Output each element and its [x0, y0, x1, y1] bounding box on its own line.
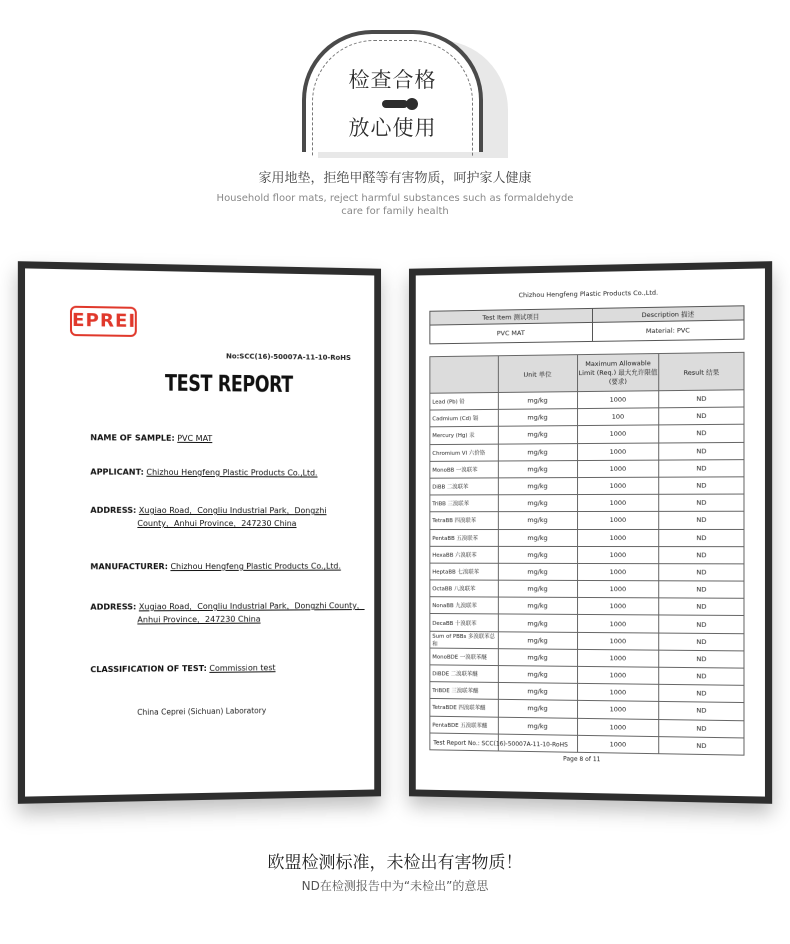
field-manufacturer	[90, 560, 341, 574]
table-row	[430, 546, 744, 564]
field-value: Xugiao Road，Congliu Industrial Park，Dongzhi	[138, 505, 327, 516]
table-row	[430, 512, 744, 529]
certification-badge	[302, 30, 483, 152]
table-row	[430, 494, 744, 512]
result-header: Result 结果	[659, 352, 744, 390]
row-name: NonaBB 九溴联苯	[430, 597, 498, 614]
row-limit: 1000	[577, 581, 659, 599]
test-item-value: PVC MAT	[430, 322, 593, 343]
subtitle-chinese: 家用地垫，拒绝甲醛等有害物质，呵护家人健康	[258, 171, 532, 186]
row-limit: 100	[577, 408, 659, 426]
row-unit: mg/kg	[498, 460, 577, 478]
table-row	[430, 442, 744, 461]
field-value: Xugiao Road，Congliu Industrial Park，Dongzhi County，	[138, 601, 365, 612]
field-classification	[90, 661, 275, 676]
row-unit: mg/kg	[498, 580, 577, 597]
test-results-frame	[409, 261, 772, 804]
test-item-header: Test Item 测试项目	[430, 308, 593, 325]
row-result: ND	[659, 529, 744, 546]
field-address	[90, 504, 326, 530]
row-name: DiBB 二溴联苯	[430, 478, 498, 495]
field-value: Chizhou Hengfeng Plastic Products Co.,Ltd.	[170, 561, 341, 572]
row-unit: mg/kg	[498, 666, 577, 684]
table-row	[430, 425, 744, 445]
row-unit: mg/kg	[498, 495, 577, 512]
row-limit: 1000	[577, 443, 659, 461]
row-limit: 1000	[577, 718, 659, 736]
report-title: TEST REPORT	[164, 371, 293, 398]
field-label: ADDRESS:	[90, 505, 137, 515]
row-limit: 1000	[577, 529, 659, 546]
row-unit: mg/kg	[498, 443, 577, 461]
name-header	[430, 356, 498, 393]
row-unit: mg/kg	[498, 409, 577, 427]
row-unit: mg/kg	[498, 512, 577, 529]
row-unit: mg/kg	[498, 546, 577, 563]
row-limit: 1000	[577, 598, 659, 616]
row-result: ND	[659, 598, 744, 616]
table-row	[430, 529, 744, 546]
row-name: Sum of PBBs 多溴联苯总和	[430, 631, 498, 649]
row-limit: 1000	[577, 701, 659, 719]
row-unit: mg/kg	[498, 392, 577, 410]
subtitle-english-line-1: Household floor mats, reject harmful substances such as formaldehyde	[216, 193, 574, 204]
sample-info-table	[429, 305, 744, 344]
row-name: Cadmium (Cd) 镉	[430, 410, 498, 428]
badge-divider-dot	[406, 98, 418, 110]
row-result: ND	[659, 512, 744, 529]
row-limit: 1000	[577, 425, 659, 443]
row-name: TriBDE 三溴联苯醚	[430, 682, 498, 700]
company-header: Chizhou Hengfeng Plastic Products Co.,Ltd.	[518, 288, 659, 300]
row-limit: 1000	[577, 632, 659, 650]
table-row	[430, 459, 744, 478]
row-result: ND	[659, 459, 744, 477]
row-result: ND	[659, 667, 744, 685]
table-row	[430, 477, 744, 495]
row-result: ND	[659, 390, 744, 408]
row-name: DiBDE 二溴联苯醚	[430, 665, 498, 683]
row-limit: 1000	[577, 615, 659, 633]
row-limit: 1000	[577, 512, 659, 529]
row-result: ND	[659, 442, 744, 460]
row-result: ND	[659, 494, 744, 512]
row-result: ND	[659, 685, 744, 703]
row-unit: mg/kg	[498, 477, 577, 494]
description-value: Material: PVC	[593, 320, 744, 341]
row-name: TetraBDE 四溴联苯醚	[430, 699, 498, 717]
row-result: ND	[659, 615, 744, 633]
description-header: Description 描述	[593, 306, 744, 323]
row-name: OctaBB 八溴联苯	[430, 580, 498, 597]
row-result: ND	[659, 581, 744, 599]
subtitle-english-line-2: care for family health	[341, 206, 449, 217]
results-table	[429, 352, 744, 756]
field-value: Anhui Province，247230 China	[137, 614, 261, 625]
row-unit: mg/kg	[498, 529, 577, 546]
row-result: ND	[659, 407, 744, 425]
row-limit: 1000	[577, 460, 659, 478]
unit-header: Unit 单位	[498, 355, 577, 393]
table-row	[430, 580, 744, 599]
limit-header: Maximum Allowable Limit (Req.) 最大允许限值(要求)	[577, 354, 659, 392]
subtitle-english	[0, 192, 790, 218]
field-value: PVC MAT	[177, 433, 213, 444]
table-row	[430, 563, 744, 581]
row-limit: 1000	[577, 666, 659, 684]
eprei-logo: EPREI	[70, 306, 137, 337]
row-result: ND	[659, 546, 744, 563]
report-number: No:SCC(16)-50007A-11-10-RoHS	[225, 352, 351, 362]
row-name: Chromium VI 六价铬	[430, 444, 498, 461]
row-unit: mg/kg	[498, 614, 577, 632]
row-name: MonoBDE 一溴联苯醚	[430, 648, 498, 666]
row-unit: mg/kg	[498, 700, 577, 718]
row-unit: mg/kg	[498, 717, 577, 735]
test-report-cover-frame	[18, 261, 381, 804]
field-value: Chizhou Hengfeng Plastic Products Co.,Ltd.	[146, 467, 318, 478]
badge-line-2: 放心使用	[348, 116, 437, 140]
page-number: Page 8 of 11	[563, 755, 601, 764]
badge-line-1: 检查合格	[348, 68, 437, 92]
row-name: DecaBB 十溴联苯	[430, 614, 498, 632]
row-limit: 1000	[577, 546, 659, 563]
row-name: HeptaBB 七溴联苯	[430, 563, 498, 580]
row-unit: mg/kg	[498, 563, 577, 580]
row-name: TriBB 三溴联苯	[430, 495, 498, 512]
field-label: NAME OF SAMPLE:	[90, 433, 175, 443]
row-limit: 1000	[577, 649, 659, 667]
bottom-headline: 欧盟检测标准，未检出有害物质！	[267, 853, 523, 873]
row-result: ND	[659, 702, 744, 721]
row-result: ND	[659, 564, 744, 582]
row-result: ND	[659, 650, 744, 668]
row-result: ND	[659, 425, 744, 443]
field-label: CLASSIFICATION OF TEST:	[90, 663, 207, 675]
row-result: ND	[659, 736, 744, 755]
row-unit: mg/kg	[498, 597, 577, 615]
row-limit: 1000	[577, 391, 659, 409]
row-name: MonoBB 一溴联苯	[430, 461, 498, 478]
field-applicant	[90, 465, 317, 479]
field-address-2	[90, 599, 364, 627]
field-value: Commission test	[209, 663, 276, 673]
row-limit: 1000	[577, 684, 659, 702]
badge-divider-pill	[382, 100, 408, 108]
row-limit: 1000	[577, 735, 659, 754]
row-limit: 1000	[577, 563, 659, 580]
row-name: Mercury (Hg) 汞	[430, 427, 498, 445]
field-sample	[90, 431, 212, 445]
row-unit: mg/kg	[498, 631, 577, 649]
report-footer-number: Test Report No.: SCC(16)-50007A-11-10-RoHS	[433, 739, 568, 749]
row-name: PentaBDE 五溴联苯醚	[430, 716, 498, 734]
row-result: ND	[659, 719, 744, 738]
row-limit: 1000	[577, 477, 659, 495]
table-row	[430, 597, 744, 616]
row-name: PentaBB 五溴联苯	[430, 529, 498, 546]
row-result: ND	[659, 633, 744, 651]
laboratory-name: China Ceprei (Sichuan) Laboratory	[137, 706, 267, 717]
bottom-subtitle: ND在检测报告中为“未检出”的意思	[301, 879, 489, 893]
row-name: HexaBB 六溴联苯	[430, 546, 498, 563]
field-label: ADDRESS:	[90, 602, 137, 612]
row-unit: mg/kg	[498, 426, 577, 444]
row-name: TetraBB 四溴联苯	[430, 512, 498, 529]
row-result: ND	[659, 477, 744, 495]
row-name: Lead (Pb) 铅	[430, 392, 498, 410]
field-value: County，Anhui Province，247230 China	[137, 518, 297, 529]
field-label: APPLICANT:	[90, 467, 144, 477]
row-unit: mg/kg	[498, 683, 577, 701]
field-label: MANUFACTURER:	[90, 562, 168, 572]
row-limit: 1000	[577, 494, 659, 511]
row-unit: mg/kg	[498, 648, 577, 666]
